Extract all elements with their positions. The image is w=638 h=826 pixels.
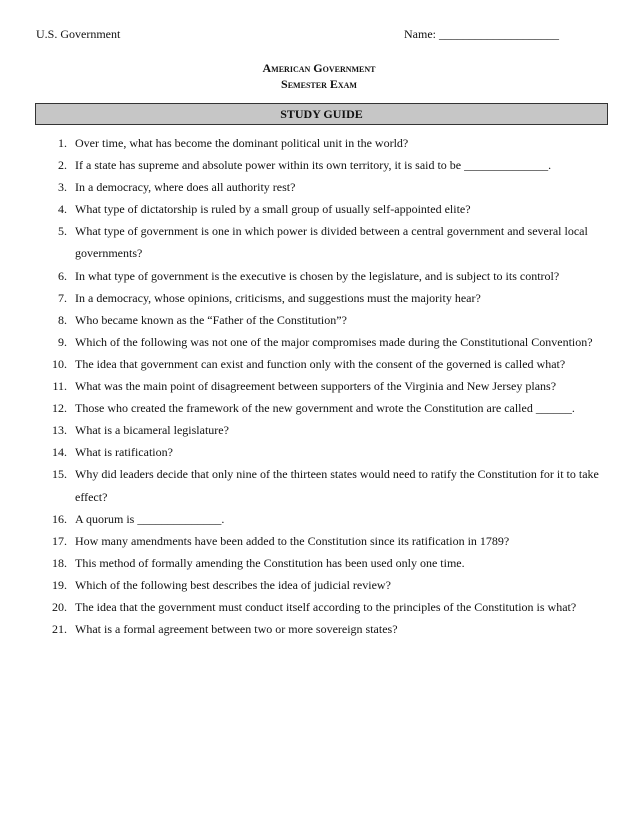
question-item bbox=[36, 265, 604, 287]
question-number: 6. bbox=[58, 268, 67, 283]
question-number: 17. bbox=[52, 533, 67, 548]
question-item bbox=[36, 530, 604, 552]
question-number: 15. bbox=[52, 467, 67, 482]
question-number: 7. bbox=[58, 290, 67, 305]
question-number: 14. bbox=[52, 445, 67, 460]
question-item bbox=[36, 552, 604, 574]
question-number: 11. bbox=[52, 379, 67, 394]
question-item bbox=[36, 353, 604, 375]
question-item bbox=[36, 176, 604, 198]
question-item bbox=[36, 419, 604, 441]
exam-title bbox=[0, 60, 638, 92]
study-guide-heading: STUDY GUIDE bbox=[35, 103, 608, 125]
question-number: 18. bbox=[52, 555, 67, 570]
question-item bbox=[36, 132, 604, 154]
question-number: 12. bbox=[52, 401, 67, 416]
question-number: 4. bbox=[58, 202, 67, 217]
question-text: This method of formally amending the Constitution has been used only one time. bbox=[75, 555, 465, 570]
question-item bbox=[36, 287, 604, 309]
question-text: How many amendments have been added to the Constitution since its ratification in 1789? bbox=[75, 533, 510, 548]
question-item bbox=[36, 574, 604, 596]
question-text: What is a formal agreement between two or more sovereign states? bbox=[75, 622, 398, 637]
question-item bbox=[36, 596, 604, 618]
question-item bbox=[36, 463, 604, 507]
question-item bbox=[36, 441, 604, 463]
question-text: Those who created the framework of the new government and wrote the Constitution are called ______. bbox=[75, 401, 575, 416]
question-list bbox=[36, 132, 604, 640]
question-text: Who became known as the “Father of the Constitution”? bbox=[75, 312, 347, 327]
question-item bbox=[36, 397, 604, 419]
question-number: 21. bbox=[52, 622, 67, 637]
question-text: If a state has supreme and absolute power within its own territory, it is said to be ______________. bbox=[75, 158, 552, 173]
question-text: In a democracy, where does all authority rest? bbox=[75, 180, 296, 195]
question-text: The idea that government can exist and function only with the consent of the governed is called what? bbox=[75, 356, 566, 371]
question-number: 8. bbox=[58, 312, 67, 327]
question-item bbox=[36, 220, 604, 264]
question-item bbox=[36, 618, 604, 640]
question-item bbox=[36, 508, 604, 530]
question-text: A quorum is ______________. bbox=[75, 511, 225, 526]
course-label: U.S. Government bbox=[36, 27, 121, 41]
exam-title-line1: American Government bbox=[262, 61, 376, 75]
question-number: 20. bbox=[52, 599, 67, 614]
question-number: 9. bbox=[58, 334, 67, 349]
question-number: 1. bbox=[58, 136, 67, 150]
question-text: What is ratification? bbox=[75, 445, 173, 460]
question-text: In what type of government is the executive is chosen by the legislature, and is subject to its control? bbox=[75, 268, 560, 283]
question-text: What type of government is one in which power is divided between a central government and several local governments? bbox=[75, 224, 588, 261]
question-item bbox=[36, 375, 604, 397]
question-text: Over time, what has become the dominant political unit in the world? bbox=[75, 136, 409, 150]
question-item bbox=[36, 331, 604, 353]
question-item bbox=[36, 198, 604, 220]
question-text: Which of the following was not one of the major compromises made during the Constitutional Convention? bbox=[75, 334, 593, 349]
question-number: 2. bbox=[58, 158, 67, 173]
question-number: 16. bbox=[52, 511, 67, 526]
question-item bbox=[36, 309, 604, 331]
question-text: The idea that the government must conduct itself according to the principles of the Constitution is what? bbox=[75, 599, 577, 614]
question-text: What is a bicameral legislature? bbox=[75, 423, 229, 438]
question-item bbox=[36, 154, 604, 176]
question-number: 19. bbox=[52, 577, 67, 592]
question-text: In a democracy, whose opinions, criticisms, and suggestions must the majority hear? bbox=[75, 290, 481, 305]
name-field: Name: ____________________ bbox=[404, 27, 559, 41]
question-text: What type of dictatorship is ruled by a small group of usually self-appointed elite? bbox=[75, 202, 471, 217]
question-text: Why did leaders decide that only nine of the thirteen states would need to ratify the Constitution for it to take effect? bbox=[75, 467, 599, 504]
question-number: 5. bbox=[58, 224, 67, 239]
page-header bbox=[0, 27, 638, 45]
question-text: What was the main point of disagreement between supporters of the Virginia and New Jersey plans? bbox=[75, 379, 557, 394]
question-number: 3. bbox=[58, 180, 67, 195]
exam-title-line2: Semester Exam bbox=[281, 77, 357, 91]
question-number: 10. bbox=[52, 356, 67, 371]
question-text: Which of the following best describes the idea of judicial review? bbox=[75, 577, 391, 592]
question-number: 13. bbox=[52, 423, 67, 438]
